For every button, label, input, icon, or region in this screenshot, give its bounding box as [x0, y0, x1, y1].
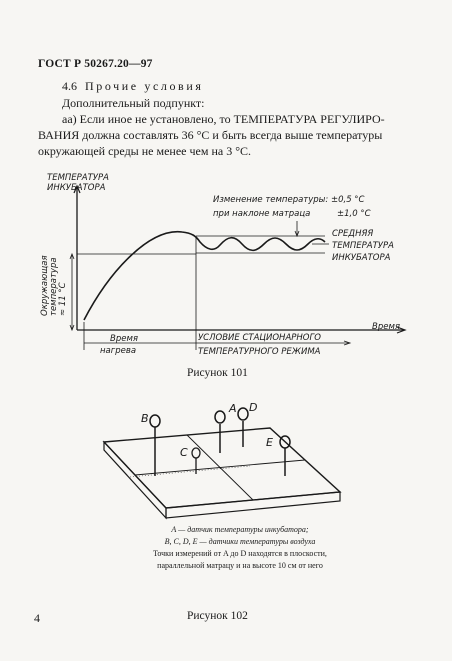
average-label-line3: ИНКУБАТОРА: [332, 253, 391, 263]
figure-102-diagram: [0, 390, 452, 520]
ambient-label-line2: температура: [49, 257, 59, 316]
figure-102-legend-line4: параллельной матрацу и на высоте 10 см от него: [157, 561, 323, 570]
ambient-label-line3: ≈ 11 °С: [58, 282, 68, 316]
mattress-midline-2: [135, 460, 305, 475]
mattress-top: [104, 428, 340, 508]
warmup-label-line1: Время: [110, 334, 138, 344]
section-number: 4.6: [62, 79, 77, 93]
temperature-curve: [84, 232, 325, 320]
sensor-guide-line: [130, 466, 250, 477]
sensor-c-head: [192, 448, 200, 458]
sensor-a-label: A: [229, 402, 237, 415]
warmup-label-line2: нагрева: [100, 346, 137, 356]
steady-label-line1: УСЛОВИЕ СТАЦИОНАРНОГО: [198, 333, 321, 343]
steady-label-line2: ТЕМПЕРАТУРНОГО РЕЖИМА: [198, 347, 321, 357]
sensor-e-label: E: [266, 436, 273, 449]
figure-102-caption: Рисунок 102: [187, 610, 248, 622]
paragraph-line-2: аа) Если иное не установлено, то ТЕМПЕРАТУРА РЕГУЛИРО-: [62, 112, 385, 126]
figure-102-legend-line3: Точки измерений от A до D находятся в плоскости,: [153, 549, 327, 558]
average-label-line1: СРЕДНЯЯ: [332, 229, 374, 239]
paragraph-line-4: окружающей среды не менее чем на 3 °С.: [38, 144, 251, 158]
sensor-b-head: [150, 415, 160, 427]
change-label-line1: Изменение температуры: ±0,5 °С: [213, 195, 365, 205]
paragraph-line-3: ВАНИЯ должна составлять 36 °С и быть всегда выше температуры: [38, 128, 383, 142]
section-title: Прочие условия: [85, 79, 204, 93]
change-label-line2: при наклоне матраца: [213, 209, 311, 219]
page-number: 4: [34, 611, 40, 625]
sensor-d-head: [238, 408, 248, 420]
sensor-d-label: D: [249, 401, 258, 414]
ambient-label: [40, 255, 68, 316]
mattress-front-side: [166, 492, 340, 518]
figure-101-caption: Рисунок 101: [187, 367, 248, 379]
sensor-a-head: [215, 411, 225, 423]
x-axis-label: Время: [372, 322, 400, 332]
y-axis-label-line2: ИНКУБАТОРА: [47, 183, 106, 193]
sensor-b-label: B: [141, 412, 149, 425]
paragraph-line-1: Дополнительный подпункт:: [62, 96, 205, 110]
sensor-c-label: C: [180, 446, 188, 459]
figure-102-legend-line1: A — датчик температуры инкубатора;: [171, 525, 309, 534]
change-label-value: ±1,0 °С: [337, 209, 371, 219]
y-axis-label-line1: ТЕМПЕРАТУРА: [47, 173, 109, 183]
average-label-line2: ТЕМПЕРАТУРА: [332, 241, 394, 251]
figure-102-legend-line2: B, C, D, E — датчики температуры воздуха: [164, 537, 316, 546]
document-header: ГОСТ Р 50267.20—97: [38, 58, 153, 70]
mattress-left-side: [104, 442, 166, 518]
ambient-label-line1: Окружающая: [40, 255, 50, 316]
